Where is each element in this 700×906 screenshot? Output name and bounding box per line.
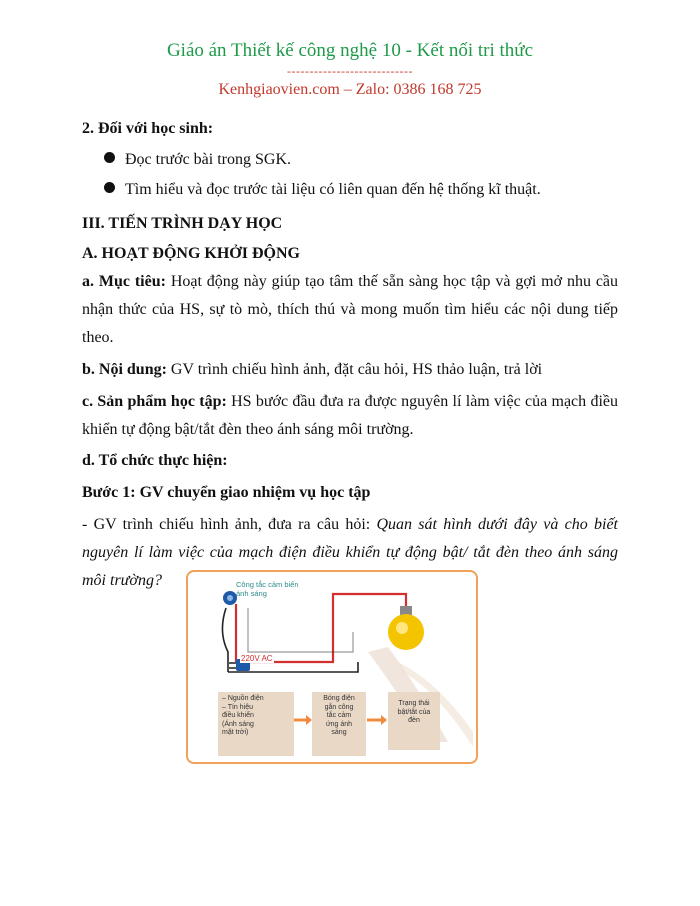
bullet-item <box>104 181 541 199</box>
product-text-1: HS bước đầu đưa ra được nguyên lí làm việc của mạch điều <box>231 393 619 410</box>
task-line1 <box>82 513 618 537</box>
product-line1 <box>82 390 618 414</box>
process-box: Bóng điện gắn công tắc cảm ứng ánh sáng <box>312 692 366 756</box>
task-line2: nguyên lí làm việc của mạch điện điều khiển tự động bật/ tắt đèn theo ánh sáng <box>82 544 618 561</box>
objective-line2: nhận thức của HS, sự tò mò, thích thú và mong muốn tìm hiểu các nội dung tiếp <box>82 301 618 318</box>
objective-line1 <box>82 270 618 294</box>
task-prefix: - GV trình chiếu hình ảnh, đưa ra câu hỏi: <box>82 516 371 533</box>
task-question-1: Quan sát hình dưới đây và cho biết <box>376 516 618 533</box>
objective-text-1: Hoạt động này giúp tạo tâm thế sẵn sàng học tập và gợi mở nhu cầu <box>170 273 619 290</box>
header-divider: ---------------------------- <box>287 64 413 78</box>
header-site: Kenhgiaovien.com – Zalo: 0386 168 725 <box>218 81 482 98</box>
bullet-dot-icon <box>104 152 115 163</box>
content-line <box>82 358 618 382</box>
product-line2: khiển tự động bật/tắt đèn theo ánh sáng môi trường. <box>82 421 414 438</box>
bullet-text: Tìm hiểu và đọc trước tài liệu có liên quan đến hệ thống kĩ thuật. <box>125 181 541 198</box>
step1-heading: Bước 1: GV chuyển giao nhiệm vụ học tập <box>82 484 371 501</box>
objective-label: a. Mục tiêu: <box>82 273 166 290</box>
content-label: b. Nội dung: <box>82 361 167 378</box>
process-heading: III. TIẾN TRÌNH DẠY HỌC <box>82 215 283 232</box>
organize-heading: d. Tổ chức thực hiện: <box>82 452 228 469</box>
bullet-text: Đọc trước bài trong SGK. <box>125 151 291 168</box>
section-a-heading: A. HOẠT ĐỘNG KHỞI ĐỘNG <box>82 245 300 262</box>
objective-line3: theo. <box>82 329 114 346</box>
sensor-label: Công tắc cảm biến ánh sáng <box>236 580 299 598</box>
product-label: c. Sản phẩm học tập: <box>82 393 227 410</box>
students-heading: 2. Đối với học sinh: <box>82 120 214 137</box>
input-box: – Nguồn điện – Tín hiệu điều khiển (Ánh sáng mặt trời) <box>218 692 294 756</box>
output-box: Trạng thái bật/tắt của đèn <box>388 692 440 750</box>
voltage-label: 220V AC <box>241 654 273 663</box>
circuit-figure <box>186 570 478 764</box>
task-line3: môi trường? <box>82 572 162 589</box>
header-title: Giáo án Thiết kế công nghệ 10 - Kết nối tri thức <box>166 40 534 61</box>
bullet-item <box>104 151 291 169</box>
bullet-dot-icon <box>104 182 115 193</box>
content-text: GV trình chiếu hình ảnh, đặt câu hỏi, HS thảo luận, trả lời <box>170 361 543 378</box>
